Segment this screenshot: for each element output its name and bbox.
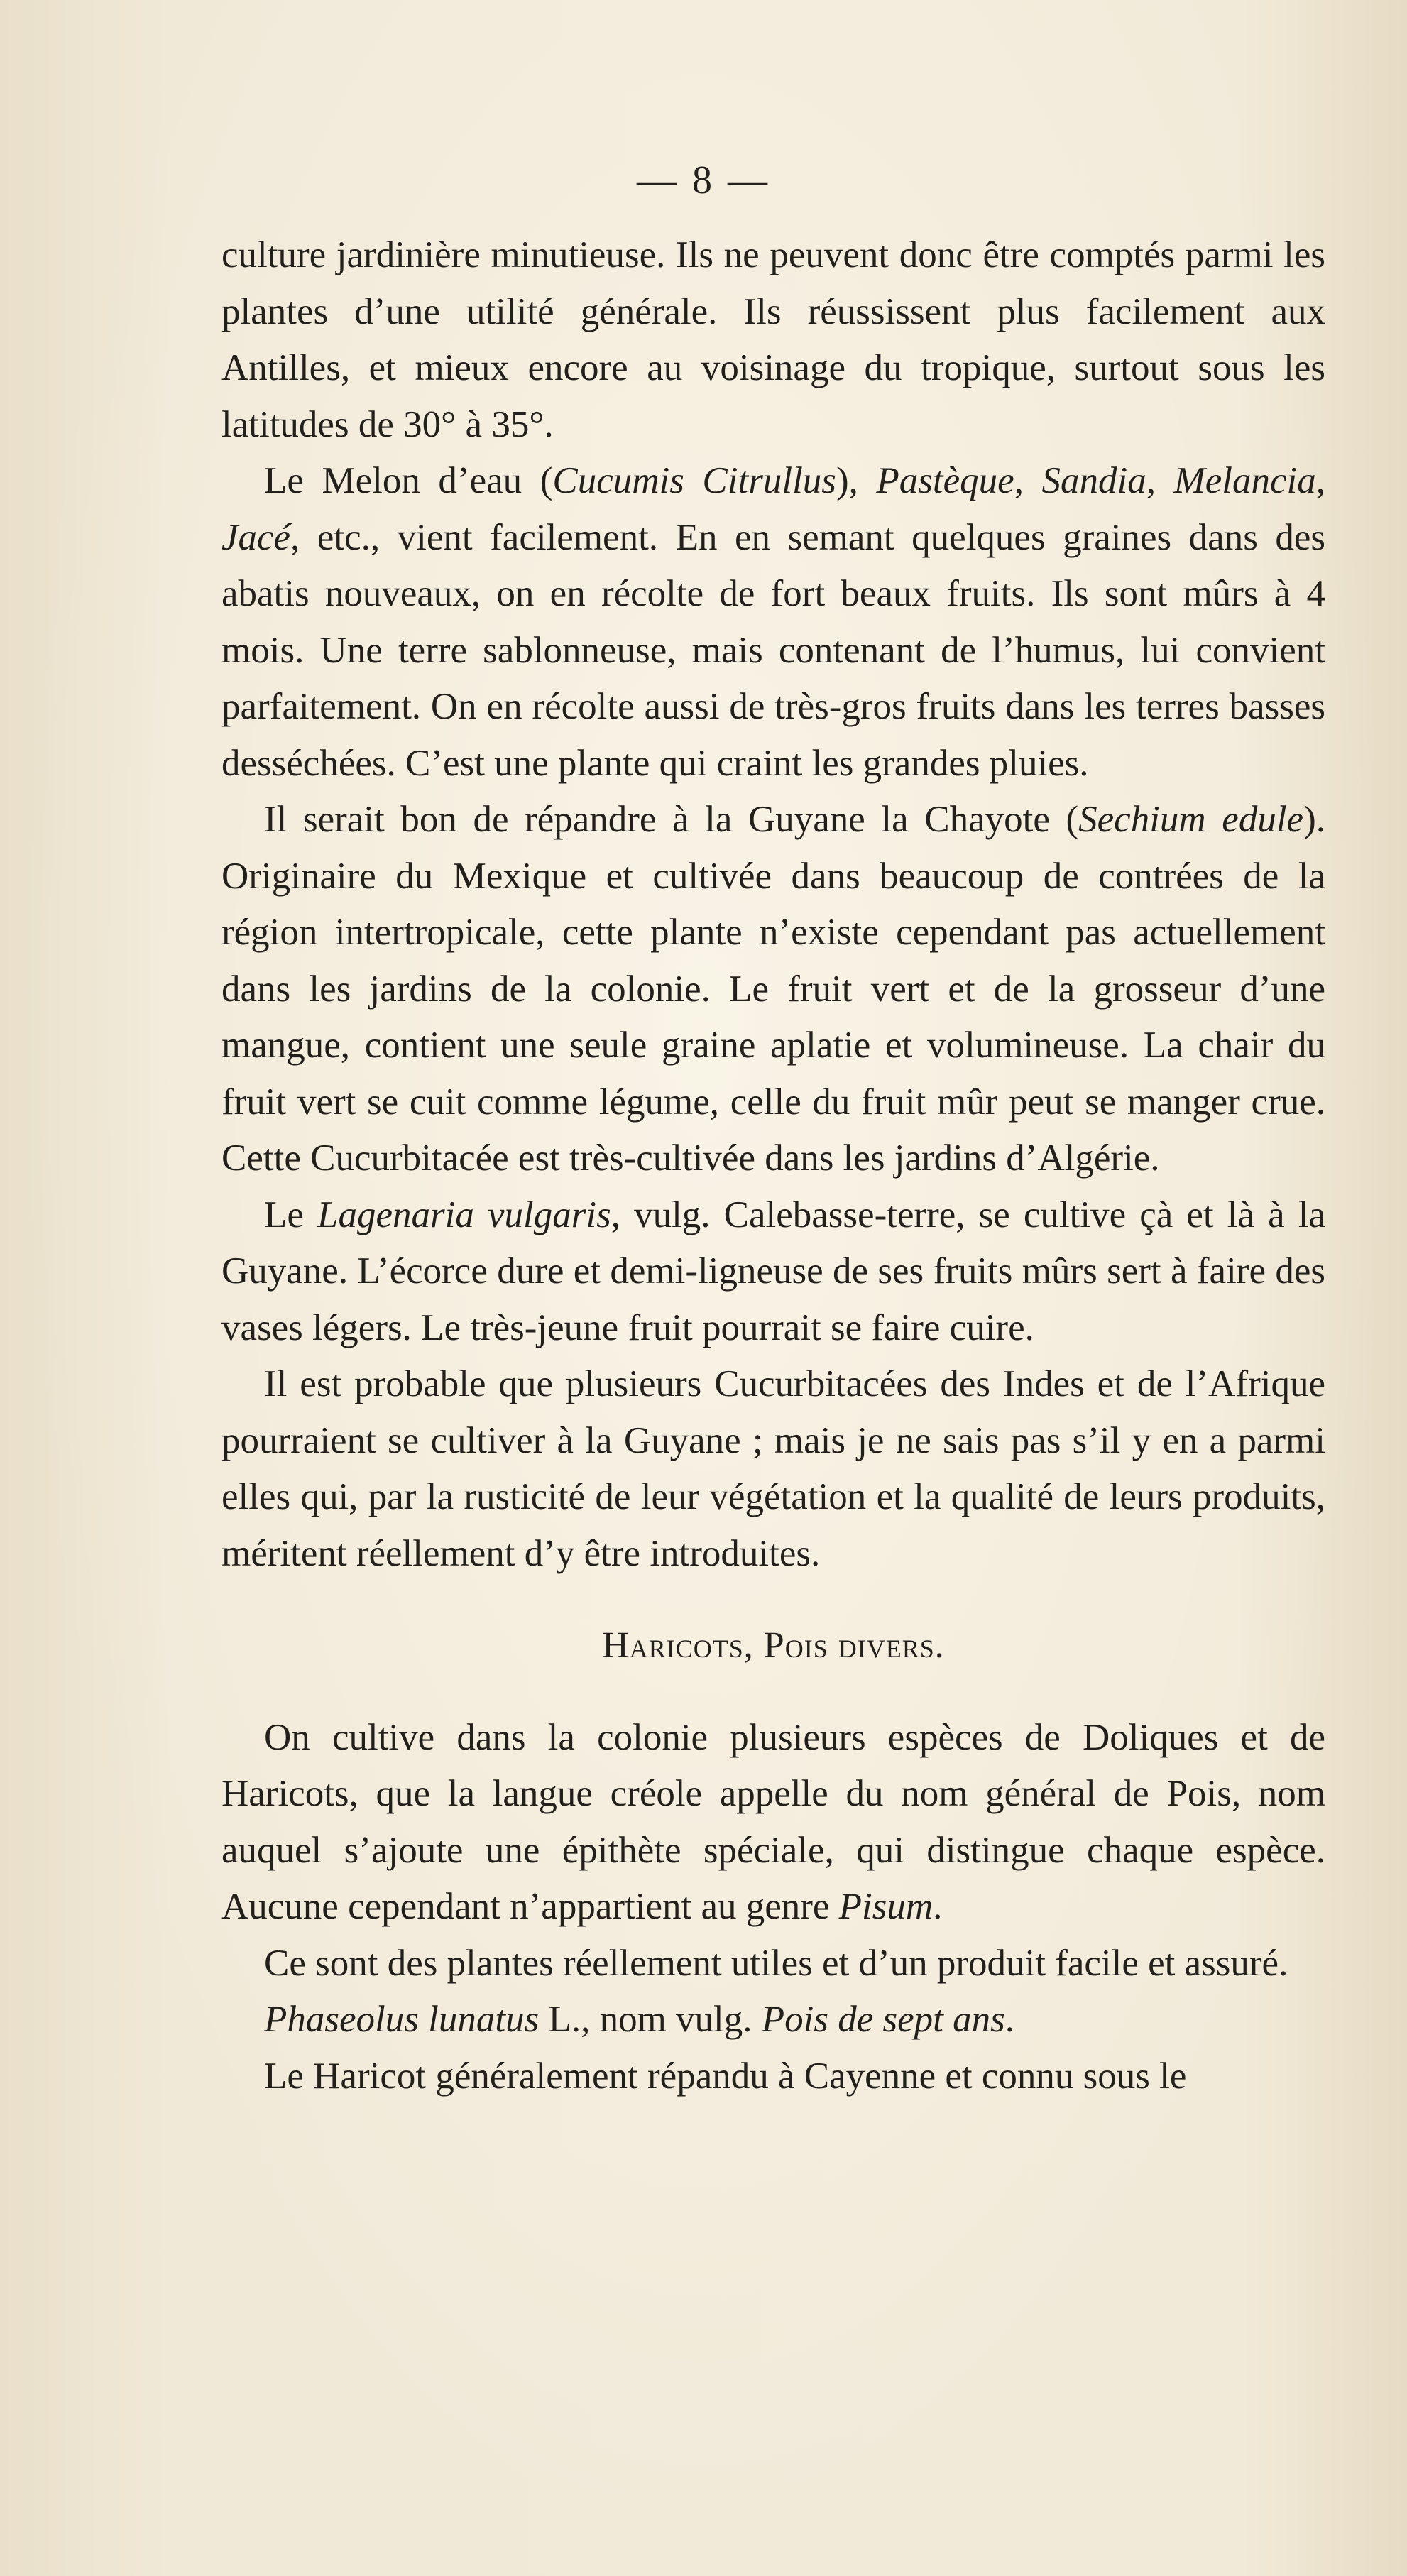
text-run: Le Haricot généralement répandu à Cayenne et connu sous le [264,2055,1187,2097]
italic-term: Phaseolus lunatus [264,1999,540,2040]
italic-term: Sandia [1041,460,1146,501]
text-run: . [1004,1999,1015,2040]
paragraphs-before-heading [221,227,1325,1582]
paragraph-p5 [221,1356,1325,1582]
text-run: ), [836,460,877,501]
text-run: On cultive dans la colonie plusieurs espèces de Doliques et de Haricots, que la langue créole appelle du nom général de Pois, nom auquel s’ajoute une épithète spéciale, qui distingue chaque espèce. Aucune cependant n’appartient au genre [221,1716,1325,1927]
text-run: Il est probable que plusieurs Cucurbitacées des Indes et de l’Afrique pourraient se cultiver à la Guyane ; mais je ne sais pas s’il y en a parmi elles qui, par la rusticité de leur végétation et la qualité de leurs produits, méritent réellement d’y être introduites. [221,1363,1325,1574]
paragraph-p1 [221,227,1325,453]
text-run: Le [264,1194,318,1235]
italic-term: Cucumis Citrullus [552,460,836,501]
text-run: culture jardinière minutieuse. Ils ne peuvent donc être comptés parmi les plantes d’une utilité générale. Ils réussissent plus facilement aux Antilles, et mieux encore au voisinage du tropique, surtout sous les latitudes de 30° à 35°. [221,234,1325,445]
italic-term: Sechium edule [1078,799,1304,840]
page-number: — 8 — [637,158,770,202]
text-run: . [933,1886,943,1927]
body-text [221,227,1325,2105]
italic-term: Pois de sept ans [761,1999,1005,2040]
section-heading: Haricots, Pois divers. [602,1625,945,1666]
paragraph-p8 [221,1992,1325,2048]
paragraph-p4 [221,1187,1325,1357]
text-run: Le Melon d’eau ( [264,460,553,501]
text-run: Il serait bon de répandre à la Guyane la Chayote ( [264,799,1079,840]
text-run: , [1014,460,1042,501]
italic-term: Lagenaria vulgaris [317,1194,611,1235]
italic-term: Pisum [838,1886,934,1927]
paragraph-p9 [221,2048,1325,2105]
paragraph-p3 [221,792,1325,1187]
paragraph-p2 [221,453,1325,792]
text-run: Ce sont des plantes réellement utiles et d’un produit facile et assuré. [264,1942,1288,1984]
text-run: , etc., vient facilement. En en semant quelques graines dans des abatis nouveaux, on en récolte de fort beaux fruits. Ils sont mûrs à 4 mois. Une terre sablonneuse, mais contenant de l’humus, lui convient parfaitement. On en récolte aussi de très-gros fruits dans les terres basses desséchées. C’est une plante qui craint les grandes pluies. [221,516,1325,784]
text-run: , [1315,460,1325,501]
text-run: , [1146,460,1174,501]
italic-term: Pastèque [876,460,1014,501]
paragraphs-after-heading [221,1710,1325,2105]
paragraph-p6 [221,1710,1325,1936]
text-run: , vulg. Calebasse-terre, se cultive çà et là à la Guyane. L’écorce dure et demi-ligneuse de ses fruits mûrs sert à faire des vases légers. Le très-jeune fruit pourrait se faire cuire. [221,1194,1325,1348]
text-run: ). Originaire du Mexique et cultivée dans beaucoup de contrées de la région intertropicale, cette plante n’existe cependant pas actuellement dans les jardins de la colonie. Le fruit vert et de la grosseur d’une mangue, contient une seule graine aplatie et volumineuse. La chair du fruit vert se cuit comme légume, celle du fruit mûr peut se manger crue. Cette Cucurbitacée est très-cultivée dans les jardins d’Algérie. [221,799,1325,1179]
text-run: L., nom vulg. [539,1999,762,2040]
italic-term: Jacé [221,516,291,558]
italic-term: Melancia [1173,460,1316,501]
paragraph-p7 [221,1936,1325,1992]
